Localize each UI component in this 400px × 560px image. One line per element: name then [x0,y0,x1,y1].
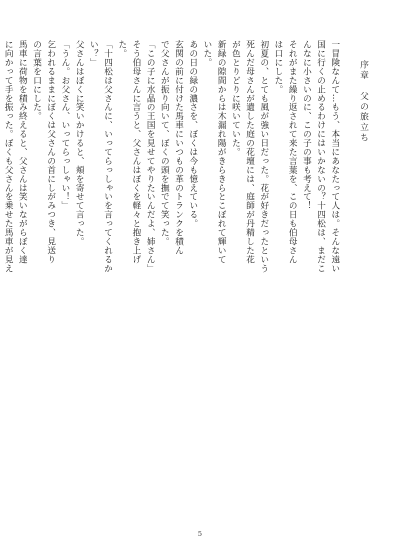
text-line: そう伯母さんに言うと、父さんはぼくを軽々と抱き上げ [130,40,141,264]
text-line: は口にした。 [272,40,283,94]
text-line: 「この子に水晶の王国を見せてやりたいんだよ、姉さん」 [145,40,156,273]
text-line: 父さんはぼくに笑いかけると、頬を寄せて言った。 [74,40,85,246]
text-line: それがまた繰り返されて来た言葉を、この日も伯母さん [287,40,298,264]
text-line [0,40,1,520]
text-line: で父さんが振り向いて、ぼくの頭を撫でて笑った。 [159,40,170,246]
text-line: 玄関の前に付けた馬車にいつもの革のトランクを積ん [173,40,184,255]
text-line: 死んだ母さんが遺した庭の花壇には、庭師が丹精した花 [244,40,255,264]
text-line: 新緑の隙間からは木漏れ陽がきらきらとこぼれて輝いて [216,40,227,264]
text-line: んなに小さいのに、この子の事も考えて！ [301,40,312,211]
text-line: 一冒険なんて…もう、本当にあなたって人は。そんな遠い [329,40,340,273]
text-line: 「うん。お父さん、いってらっしゃい！」 [59,40,70,211]
text-line: の言葉を口にした。 [31,40,42,121]
text-line: あの日の緑の濃さを、ぼくは今も憶えている。 [187,40,198,228]
text-line: 乞われるままにぼくは父さんの首にしがみつき、見送り [45,40,56,264]
text-line: 初夏の、とても風が強い日だった。花が好きだったという [258,40,269,273]
chapter-title: 序章 父の旅立ち [358,60,368,144]
text-line: 国に行くの止めるわけにはいかないの？十四松は、まだこ [315,40,326,273]
vertical-text-block [3,40,370,520]
text-line: 「十四松は父さんに、いってらっしゃいを言ってくれるか [102,40,113,273]
text-line: た。 [116,40,127,58]
text-line: い？」 [88,40,99,67]
text-line: が色とりどりに咲いていた。 [230,40,241,157]
text-line: いた。 [201,40,212,67]
text-line: 馬車に荷物を積み終えると、父さんは笑いながらぼく達 [17,40,28,264]
text-line: に向かって手を振った。ぼくも父さんを乗せた馬車が見え [3,40,14,273]
page-number: 5 [197,530,203,538]
